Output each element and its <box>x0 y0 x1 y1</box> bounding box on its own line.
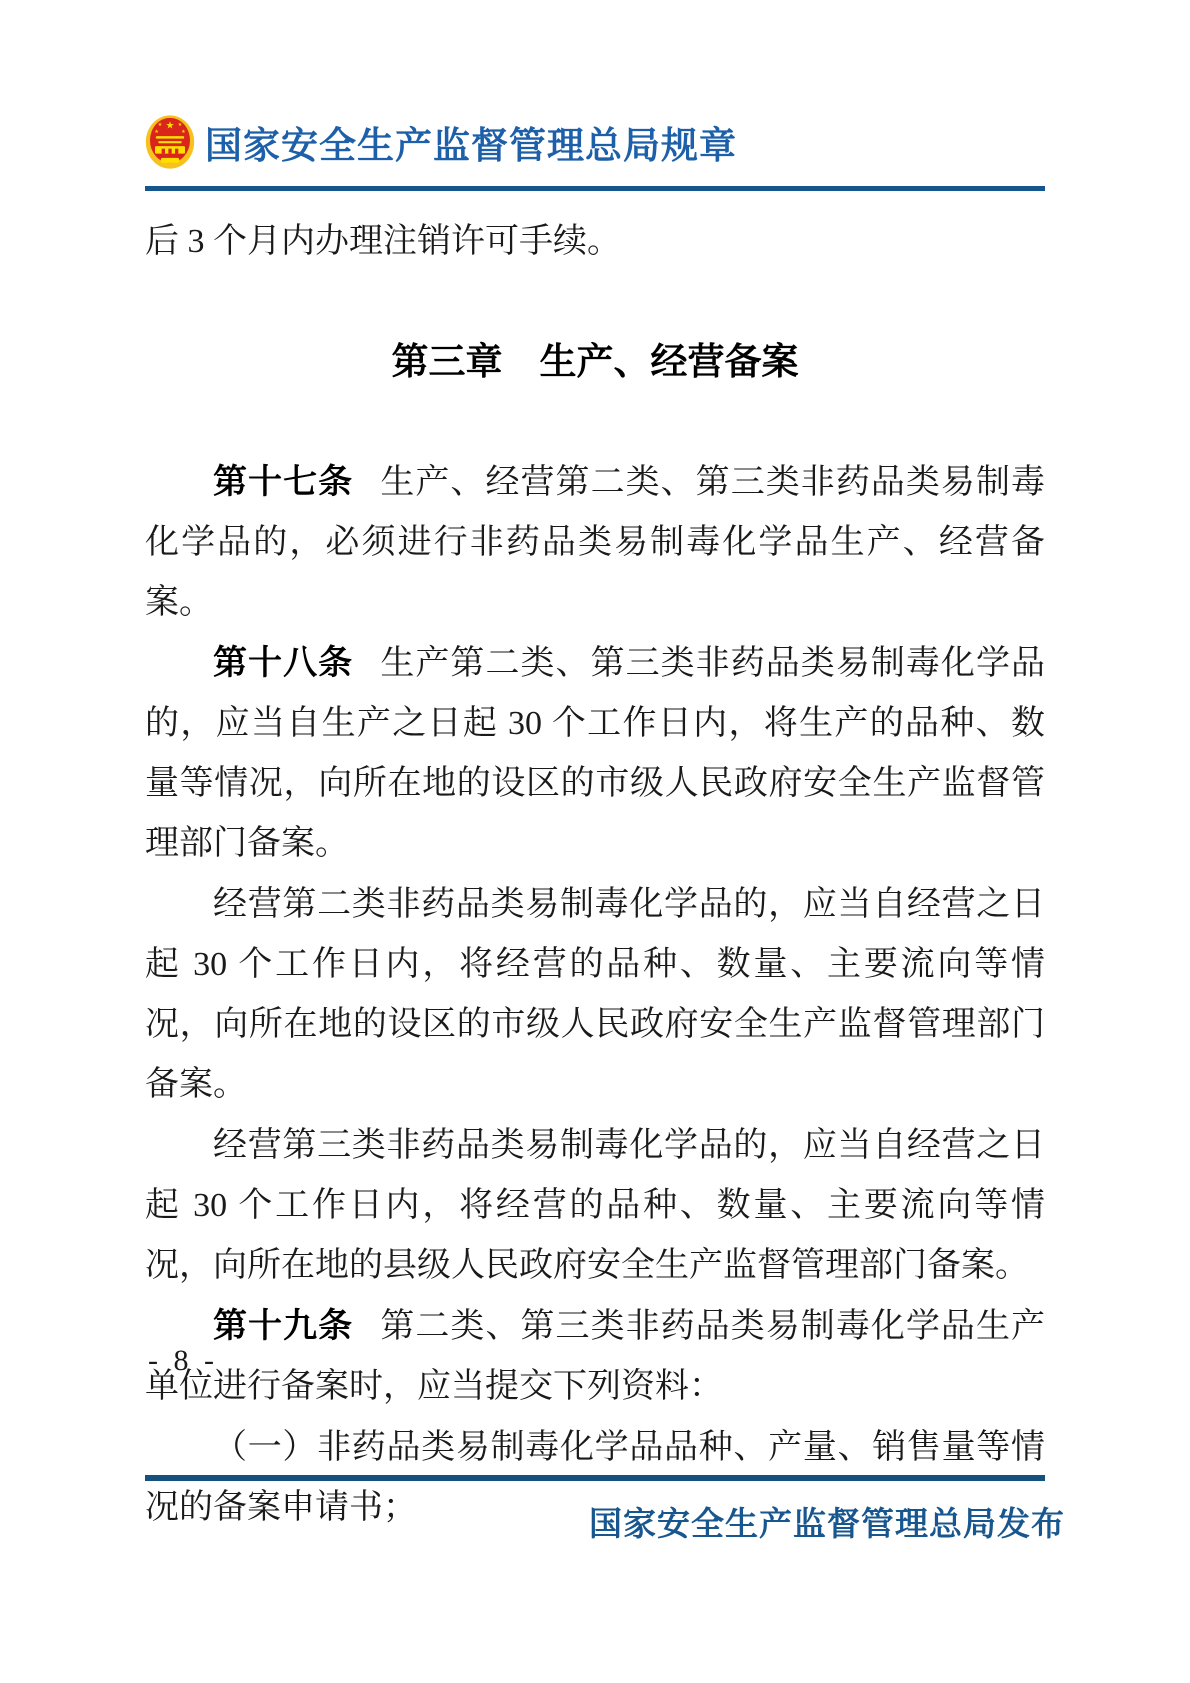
article-number: 第十七条 <box>213 463 354 501</box>
header-divider <box>145 186 1045 191</box>
document-body <box>145 212 1045 1538</box>
paragraph-clause <box>145 874 1045 1115</box>
paragraph-article-17 <box>145 452 1045 633</box>
footer-publisher: 国家安全生产监督管理总局发布 <box>589 1507 1065 1543</box>
page-header <box>145 112 1045 191</box>
paragraph-text: 经营第三类非药品类易制毒化学品的，应当自经营之日起 30 个工作日内，将经营的品种、数量、主要流向等情况，向所在地的县级人民政府安全生产监督管理部门备案。 <box>145 1127 1045 1284</box>
chapter-heading: 第三章 生产、经营备案 <box>391 341 799 382</box>
footer-divider <box>145 1475 1045 1481</box>
china-national-emblem-icon <box>145 114 195 170</box>
paragraph-clause <box>145 1115 1045 1296</box>
header-title: 国家安全生产监督管理总局规章 <box>205 126 737 167</box>
svg-text:★: ★ <box>154 129 159 135</box>
svg-text:★: ★ <box>157 123 163 129</box>
paragraph-text: 经营第二类非药品类易制毒化学品的，应当自经营之日起 30 个工作日内，将经营的品种、数量、主要流向等情况，向所在地的设区的市级人民政府安全生产监督管理部门备案。 <box>145 886 1045 1103</box>
paragraph-article-19 <box>145 1296 1045 1417</box>
paragraph-text: 生产、经营第二类、第三类非药品类易制毒化学品的，必须进行非药品类易制毒化学品生产、经营备案。 <box>145 464 1046 621</box>
article-number: 第十九条 <box>213 1307 354 1345</box>
paragraph-text: （一）非药品类易制毒化学品品种、产量、销售量等情况的备案申请书； <box>145 1429 1045 1526</box>
paragraph-article-18 <box>145 633 1045 874</box>
svg-text:★: ★ <box>177 123 183 129</box>
paragraph-text: 后 3 个月内办理注销许可手续。 <box>145 223 621 260</box>
header-brand <box>145 112 1045 172</box>
svg-text:★: ★ <box>165 120 175 132</box>
paragraph-continuation <box>145 212 1045 272</box>
paragraph-text: 生产第二类、第三类非药品类易制毒化学品的，应当自生产之日起 30 个工作日内，将生产的品种、数量等情况，向所在地的设区的市级人民政府安全生产监督管理部门备案。 <box>145 645 1046 862</box>
paragraph-text: 第二类、第三类非药品类易制毒化学品生产单位进行备案时，应当提交下列资料： <box>145 1308 1046 1405</box>
article-number: 第十八条 <box>213 644 354 682</box>
page-number: - 8 - <box>148 1344 218 1377</box>
svg-text:★: ★ <box>181 129 186 135</box>
